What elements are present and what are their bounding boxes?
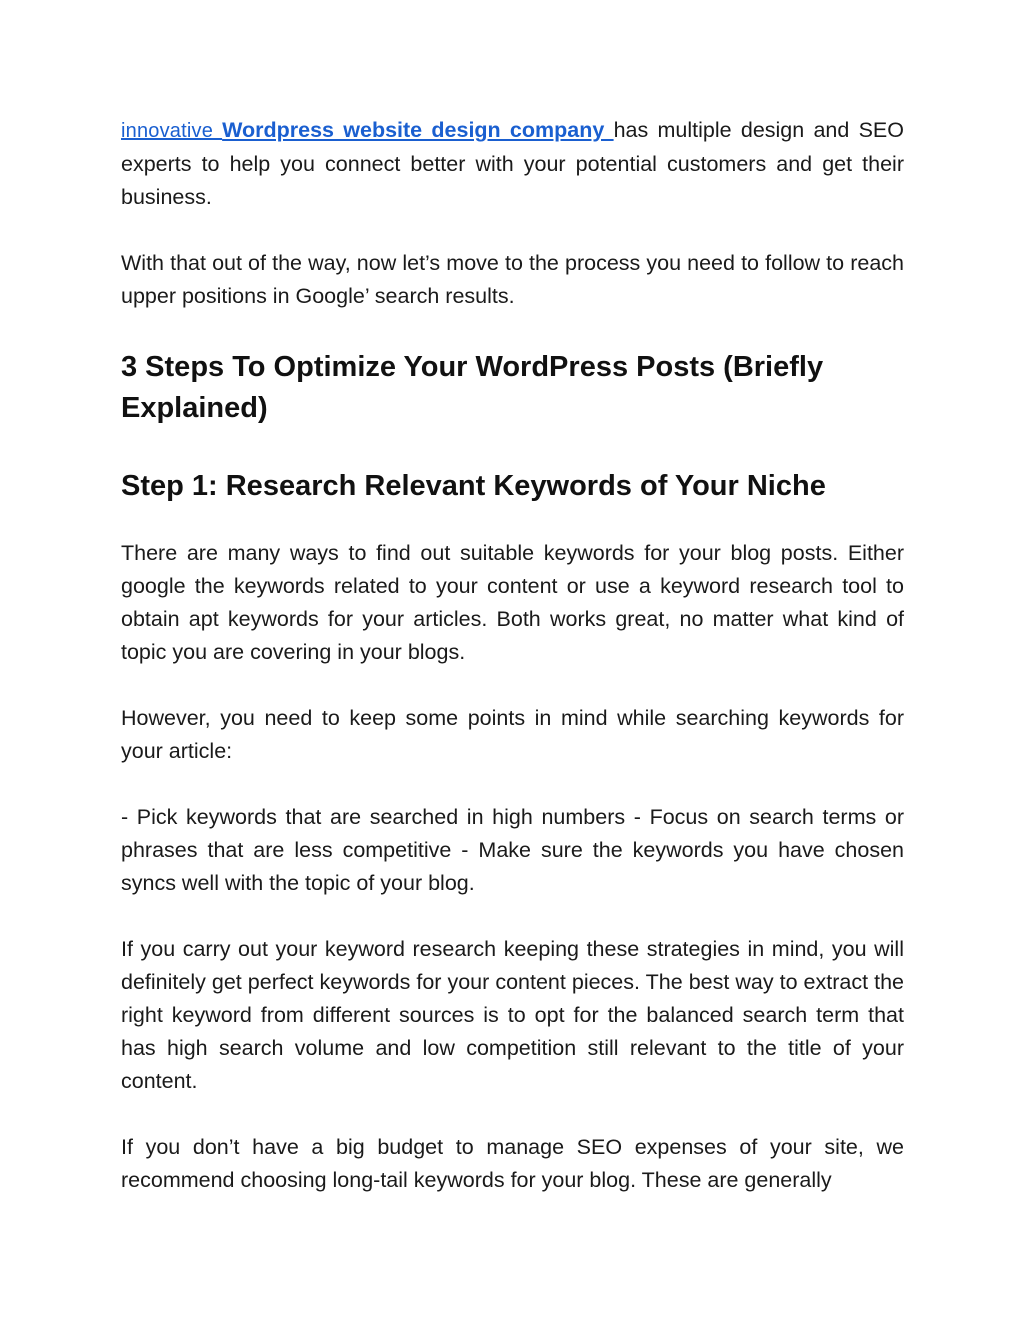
intro-link-wordpress-design-company[interactable]: Wordpress website design company xyxy=(222,118,614,142)
main-heading: 3 Steps To Optimize Your WordPress Posts (Briefly Explained) xyxy=(121,351,824,424)
intro-link-innovative[interactable]: innovative xyxy=(121,120,223,142)
points-paragraph: - Pick keywords that are searched in high numbers - Focus on search terms or phrases that are less competitive - Make sure the keywords you have chosen syncs well with the topic of your blog. xyxy=(121,805,904,895)
ways-paragraph: There are many ways to find out suitable keywords for your blog posts. Either google the keywords related to your content or use a keyword research tool to obtain apt keywords for your articles. Both works great, no matter what kind of topic you are covering in your blogs. xyxy=(121,541,904,664)
step1-heading: Step 1: Research Relevant Keywords of Your Niche xyxy=(121,470,826,502)
however-paragraph: However, you need to keep some points in mind while searching keywords for your article: xyxy=(121,706,904,763)
budget-paragraph: If you don’t have a big budget to manage SEO expenses of your site, we recommend choosing long-tail keywords for your blog. These are generally xyxy=(121,1135,904,1192)
transition-paragraph: With that out of the way, now let’s move to the process you need to follow to reach upper positions in Google’ search results. xyxy=(121,251,904,308)
document-page xyxy=(121,114,904,1197)
intro-text: has multiple design and SEO experts to help you connect better with your potential customers and get their business. xyxy=(121,118,905,209)
strategies-paragraph: If you carry out your keyword research keeping these strategies in mind, you will definitely get perfect keywords for your content pieces. The best way to extract the right keyword from different sources is to opt for the balanced search term that has high search volume and low competition still relevant to the title of your content. xyxy=(121,937,904,1093)
intro-paragraph xyxy=(121,114,904,214)
